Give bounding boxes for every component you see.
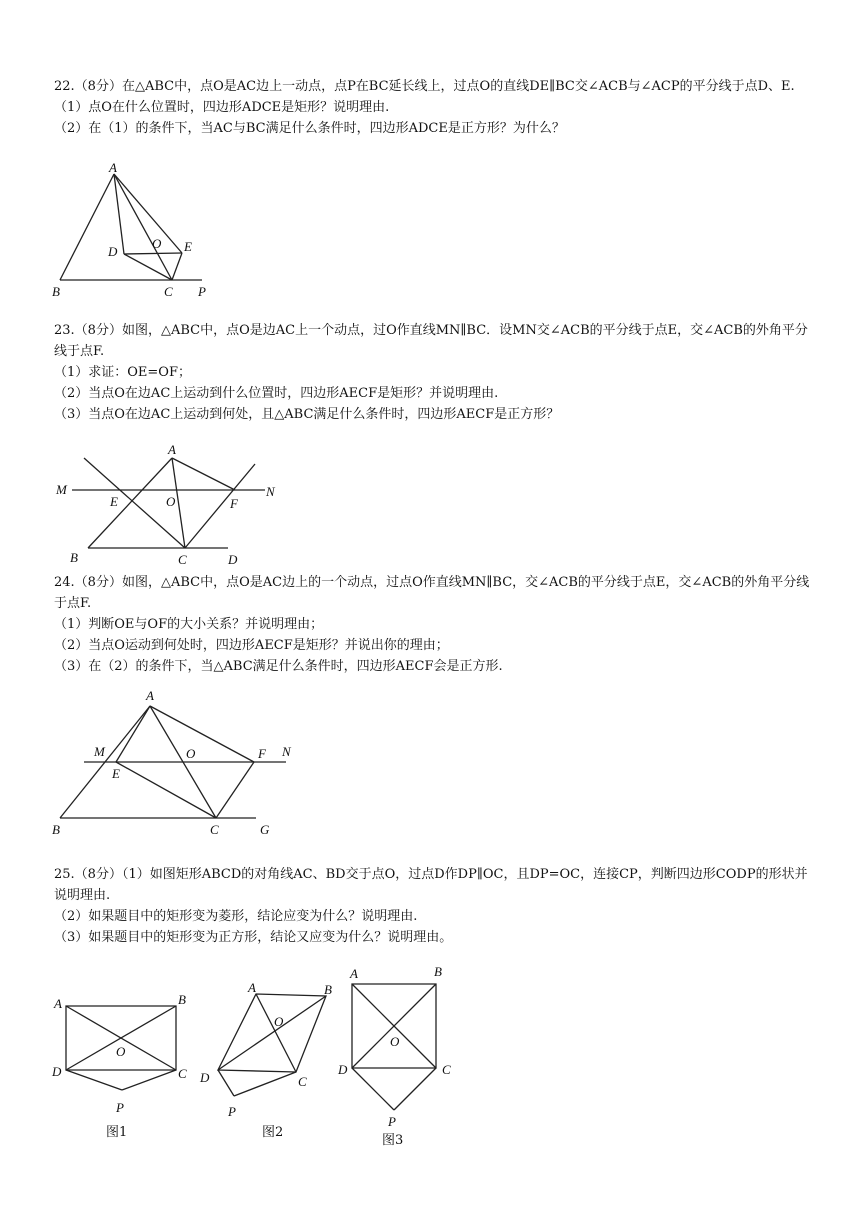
problem-25-stem: 25.（8分）（1）如图矩形ABCD的对角线AC、BD交于点O，过点D作DP∥OC，且DP=OC，连接CP，判断四边形CODP的形状并说明理由. (54, 867, 808, 903)
label-O: O (166, 494, 176, 509)
figure-24 (50, 688, 310, 842)
label-O: O (152, 236, 162, 251)
label-B: B (70, 550, 78, 565)
problem-22-stem: 22.（8分）在△ABC中，点O是AC边上一动点，点P在BC延长线上，过点O的直线DE∥BC交∠ACB与∠ACP的平分线于点D、E. (54, 79, 795, 94)
label-P: P (116, 1100, 124, 1115)
problem-23-q1: （1）求证：OE=OF； (54, 365, 191, 380)
label-F: F (258, 746, 266, 761)
label-N: N (266, 484, 275, 499)
problem-24-stem: 24.（8分）如图，△ABC中，点O是AC边上的一个动点，过点O作直线MN∥BC，交∠ACB的平分线于点E，交∠ACB的外角平分线于点F. (54, 575, 810, 611)
caption-fig1: 图1 (106, 1125, 128, 1140)
label-A: A (248, 980, 256, 995)
label-C: C (210, 822, 219, 837)
label-C: C (178, 1066, 187, 1081)
label-G: G (260, 822, 270, 837)
label-P: P (228, 1104, 236, 1119)
label-A: A (54, 996, 62, 1011)
label-N: N (282, 744, 291, 759)
problem-22-q1: （1）点O在什么位置时，四边形ADCE是矩形？说明理由. (54, 100, 390, 115)
label-A: A (350, 966, 358, 981)
problem-24 (54, 572, 812, 677)
figure-25-2 (196, 980, 346, 1154)
figure-22 (50, 160, 220, 309)
label-D: D (108, 244, 118, 259)
problem-25-q3: （3）如果题目中的矩形变为正方形，结论又应变为什么？说明理由。 (54, 930, 453, 945)
problem-24-q3: （3）在（2）的条件下，当△ABC满足什么条件时，四边形AECF会是正方形. (54, 659, 503, 674)
problem-25-q2: （2）如果题目中的矩形变为菱形，结论应变为什么？说明理由. (54, 909, 418, 924)
label-A: A (168, 442, 176, 457)
label-D: D (52, 1064, 62, 1079)
caption-fig2: 图2 (262, 1125, 284, 1140)
problem-24-q2: （2）当点O运动到何处时，四边形AECF是矩形？并说出你的理由； (54, 638, 449, 653)
label-D: D (200, 1070, 210, 1085)
label-M: M (56, 482, 67, 497)
problem-23-q3: （3）当点O在边AC上运动到何处，且△ABC满足什么条件时，四边形AECF是正方形？ (54, 407, 560, 422)
problem-22 (54, 76, 812, 139)
label-B: B (178, 992, 186, 1007)
label-M: M (94, 744, 105, 759)
problem-24-q1: （1）判断OE与OF的大小关系？并说明理由； (54, 617, 324, 632)
label-B: B (324, 982, 332, 997)
label-P: P (198, 284, 206, 299)
label-O: O (274, 1014, 284, 1029)
label-F: F (230, 496, 238, 511)
label-O: O (116, 1044, 126, 1059)
label-B: B (434, 964, 442, 979)
label-A: A (109, 160, 117, 175)
label-C: C (442, 1062, 451, 1077)
label-O: O (186, 746, 196, 761)
problem-25 (54, 864, 812, 948)
label-P: P (388, 1114, 396, 1129)
label-O: O (390, 1034, 400, 1049)
problem-22-q2: （2）在（1）的条件下，当AC与BC满足什么条件时，四边形ADCE是正方形？为什么？ (54, 121, 565, 136)
label-C: C (298, 1074, 307, 1089)
figure-25-1 (50, 990, 210, 1154)
label-B: B (52, 822, 60, 837)
label-E: E (184, 239, 192, 254)
label-C: C (164, 284, 173, 299)
label-A: A (146, 688, 154, 703)
label-B: B (52, 284, 60, 299)
label-E: E (112, 766, 120, 781)
label-D: D (338, 1062, 348, 1077)
caption-fig3: 图3 (382, 1133, 404, 1148)
label-D: D (228, 552, 238, 567)
label-E: E (110, 494, 118, 509)
figure-25-3 (336, 960, 476, 1164)
problem-23 (54, 320, 812, 425)
problem-23-q2: （2）当点O在边AC上运动到什么位置时，四边形AECF是矩形？并说明理由. (54, 386, 499, 401)
problem-23-stem: 23.（8分）如图，△ABC中，点O是边AC上一个动点，过O作直线MN∥BC．设MN交∠ACB的平分线于点E，交∠ACB的外角平分线于点F. (54, 323, 808, 359)
figure-23 (50, 440, 290, 574)
label-C: C (178, 552, 187, 567)
